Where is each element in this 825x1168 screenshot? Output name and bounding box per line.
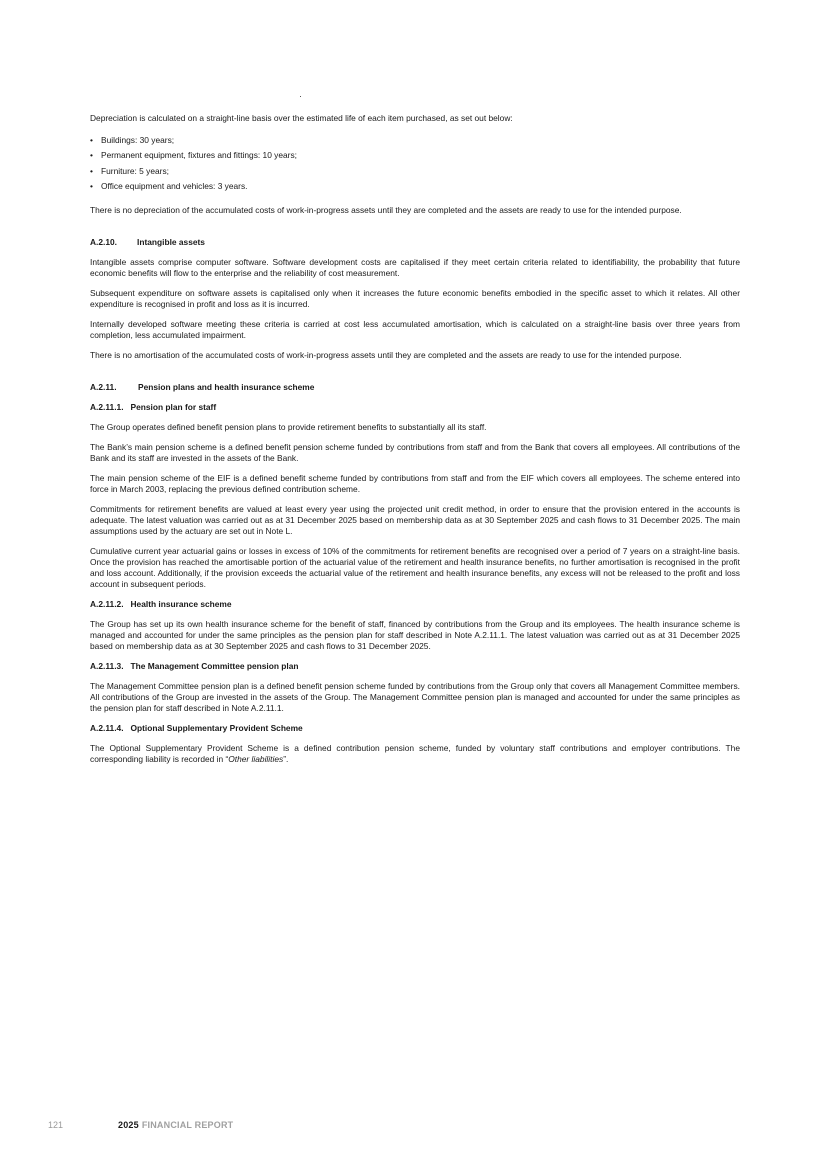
section-heading-pension-plans [90,382,740,393]
section-number: A.2.11. [90,382,117,393]
paragraph: The Group has set up its own health insurance scheme for the benefit of staff, financed by contributions from the Group and its employees. The health insurance scheme is managed and accounted for under the same principles as the pension plan for staff described in Note A.2.11.1. The latest valuation was carried out as at 31 December 2025 based on membership data as at 30 September 2025 and cash flows to 31 December 2025. [90,619,740,652]
paragraph: There is no amortisation of the accumulated costs of work-in-progress assets until they are completed and the assets are ready to use for the intended purpose. [90,350,682,361]
section-title: Pension plans and health insurance scheme [138,382,315,393]
paragraph-text: The Optional Supplementary Provident Scheme is a defined contribution pension scheme, funded by voluntary staff contributions and employer contributions. The corresponding liability is recorded in “ [90,743,740,765]
list-item: • Buildings: 30 years; [90,135,740,146]
stray-dot [300,96,301,97]
footer-report-title: FINANCIAL REPORT [141,1120,234,1130]
depreciation-intro: Depreciation is calculated on a straight-line basis over the estimated life of each item purchased, as set out below: [90,113,513,123]
wip-depreciation-paragraph: There is no depreciation of the accumulated costs of work-in-progress assets until they are completed and the assets are ready to use for the intended purpose. [90,205,682,216]
paragraph: Subsequent expenditure on software assets is capitalised only when it increases the future economic benefits embodied in the specific asset to which it relates. All other expenditure is recognised in profit and loss as it is incurred. [90,288,740,310]
subsection-heading-management-committee: A.2.11.3. The Management Committee pension plan [90,661,299,672]
paragraph: The Bank’s main pension scheme is a defined benefit pension scheme funded by contributions from staff and from the Bank that covers all employees. All contributions of the Bank and its staff are invested in the assets of the Bank. [90,442,740,464]
subsection-heading-pension-plan-staff: A.2.11.1. Pension plan for staff [90,402,217,413]
section-number: A.2.10. [90,237,118,248]
paragraph: The Management Committee pension plan is a defined benefit pension scheme funded by contributions from the Group only that covers all Management Committee members. All contributions of the Group are invested in the assets of the Group. The Management Committee pension plan is managed and accounted for under the same principles as the pension plan for staff described in Note A.2.11.1. [90,681,740,714]
emphasis-text: Other liabilities [228,754,284,765]
page-footer [48,1120,233,1130]
page-number: 121 [48,1120,64,1130]
paragraph: Commitments for retirement benefits are valued at least every year using the projected unit credit method, in order to ensure that the provision entered in the accounts is adequate. The latest valuation was carried out as at 31 December 2025 based on membership data as at 30 September 2025 and cash flows to 31 December 2025. The main assumptions used by the actuary are set out in Note L. [90,504,740,537]
paragraph: The main pension scheme of the EIF is a defined benefit scheme funded by contributions from staff and from the EIF which covers all employees. The scheme entered into force in March 2003, replacing the previous defined contribution scheme. [90,473,740,495]
depreciation-list [90,135,740,192]
paragraph-text-end: ”. [283,754,289,765]
list-item: • Permanent equipment, fixtures and fittings: 10 years; [90,150,740,161]
list-item: • Furniture: 5 years; [90,166,740,177]
list-item: • Office equipment and vehicles: 3 years. [90,181,740,192]
section-title: Intangible assets [137,237,205,248]
paragraph [90,743,740,765]
section-heading-intangible-assets [90,237,740,248]
subsection-heading-optional-provident: A.2.11.4. Optional Supplementary Provident Scheme [90,723,303,734]
paragraph: The Group operates defined benefit pension plans to provide retirement benefits to substantially all its staff. [90,422,487,433]
footer-year: 2025 [118,1120,139,1130]
paragraph: Intangible assets comprise computer software. Software development costs are capitalised if they meet certain criteria related to identifiability, the probability that future economic benefits will flow to the enterprise and the reliability of cost measurement. [90,257,740,279]
paragraph: Cumulative current year actuarial gains or losses in excess of 10% of the commitments for retirement benefits are recognised over a period of 7 years on a straight-line basis. Once the provision has reached the amortisable portion of the actuarial value of the retirement and health insurance benefits, no further amortisation is recognised in the profit and loss account. Additionally, if the provision exceeds the actuarial value of the retirement and health insurance benefits, any excess will not be released to the profit and loss account in subsequent periods. [90,546,740,590]
page-content [90,113,740,774]
subsection-heading-health-insurance: A.2.11.2. Health insurance scheme [90,599,232,610]
paragraph: Internally developed software meeting these criteria is carried at cost less accumulated amortisation, which is calculated on a straight-line basis over three years from completion, less accumulated impairment. [90,319,740,341]
